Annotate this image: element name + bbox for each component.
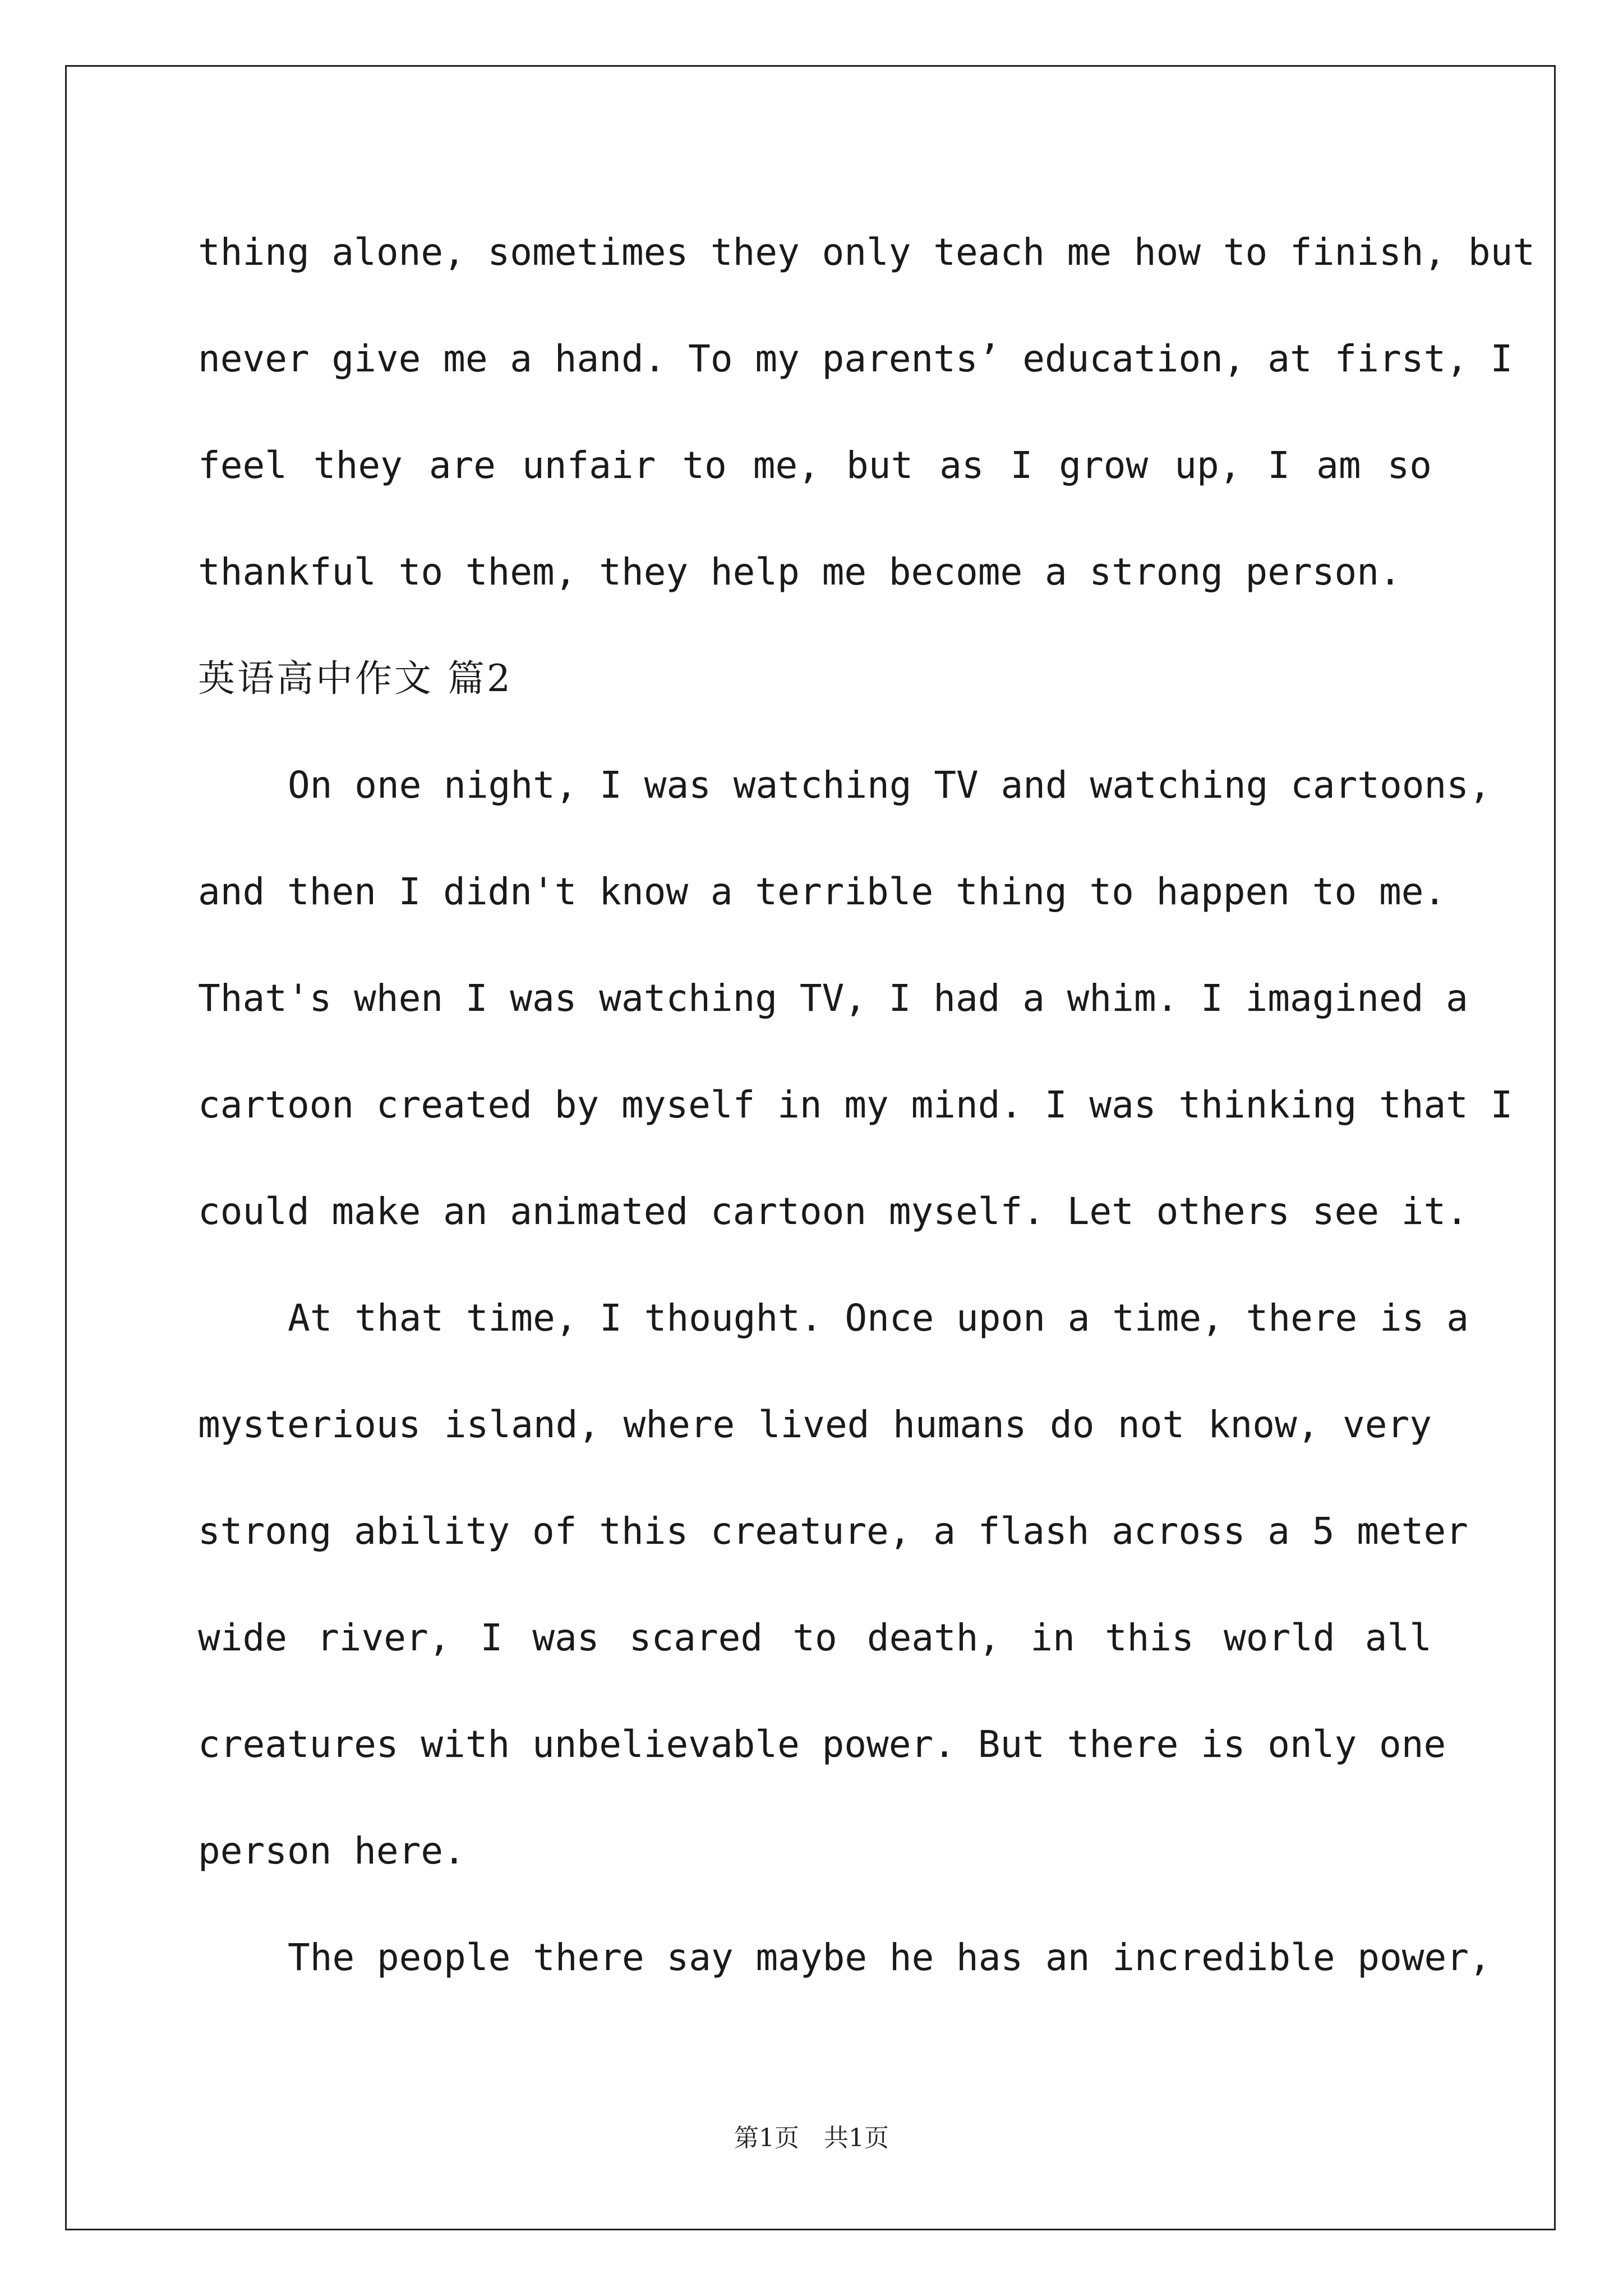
paragraph-line: creatures with unbelievable power. But there is only one [198,1723,1446,1766]
paragraph-line: thankful to them, they help me become a strong person. [198,550,1401,593]
paragraph-line: At that time, I thought. Once upon a time, there is a [288,1296,1469,1340]
paragraph-line: feel they are unfair to me, but as I grow up, I am so [198,444,1432,487]
paragraph-line: strong ability of this creature, a flash across a 5 meter [198,1510,1468,1553]
paragraph-line: thing alone, sometimes they only teach me how to finish, but [198,231,1536,274]
paragraph-line: and then I didn't know a terrible thing to happen to me. [198,870,1446,913]
paragraph-line: That's when I was watching TV, I had a whim. I imagined a [198,977,1468,1020]
section-heading: 英语高中作文 篇2 [198,657,513,700]
paragraph-line: could make an animated cartoon myself. Let others see it. [198,1190,1468,1233]
paragraph-line: person here. [198,1829,465,1872]
paragraph-line: cartoon created by myself in my mind. I was thinking that I [198,1083,1513,1126]
paragraph-line: The people there say maybe he has an incredible power, [288,1936,1491,1979]
page-number-footer: 第1页 共1页 [734,2124,889,2152]
page-border [65,65,1556,2230]
paragraph-line: mysterious island, where lived humans do not know, very [198,1403,1432,1446]
paragraph-line: wide river, I was scared to death, in this world all [198,1616,1432,1659]
paragraph-line: never give me a hand. To my parents’ education, at first, I [198,337,1513,380]
paragraph-line: On one night, I was watching TV and watching cartoons, [288,763,1491,807]
